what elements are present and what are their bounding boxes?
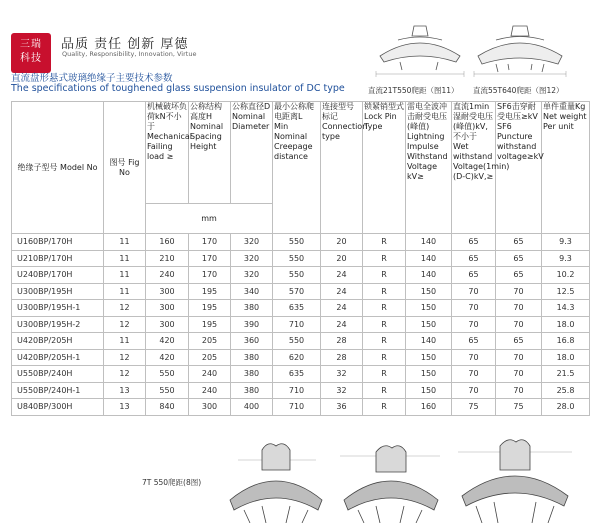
cell-wet: 70 bbox=[452, 349, 496, 366]
header-model: 绝缘子型号 Model No bbox=[12, 102, 104, 234]
table-row bbox=[12, 349, 590, 366]
cell-sf6: 70 bbox=[496, 283, 542, 300]
cell-model: U420BP/205H-1 bbox=[12, 349, 104, 366]
cell-creepage: 635 bbox=[273, 366, 321, 383]
cell-diameter: 380 bbox=[231, 349, 273, 366]
cell-creepage: 550 bbox=[273, 250, 321, 267]
cell-fig: 12 bbox=[104, 300, 146, 317]
cell-diameter: 340 bbox=[231, 283, 273, 300]
cell-sf6: 70 bbox=[496, 366, 542, 383]
cell-model: U240BP/170H bbox=[12, 267, 104, 284]
cell-load: 300 bbox=[146, 300, 189, 317]
cell-conn: 24 bbox=[321, 316, 363, 333]
cell-lockpin: R bbox=[363, 349, 406, 366]
table-row bbox=[12, 234, 590, 251]
cell-weight: 25.8 bbox=[542, 382, 590, 399]
cell-lightning: 140 bbox=[406, 250, 452, 267]
cell-model: U420BP/205H bbox=[12, 333, 104, 350]
cell-model: U550BP/240H-1 bbox=[12, 382, 104, 399]
insulator-drawing-bottom-right bbox=[458, 440, 572, 523]
cell-conn: 28 bbox=[321, 349, 363, 366]
header-diameter: 公称直径D Nominal Diameter bbox=[231, 102, 273, 204]
cell-conn: 24 bbox=[321, 283, 363, 300]
cell-conn: 24 bbox=[321, 300, 363, 317]
cell-lightning: 150 bbox=[406, 300, 452, 317]
cell-fig: 11 bbox=[104, 267, 146, 284]
cell-wet: 70 bbox=[452, 283, 496, 300]
cell-conn: 32 bbox=[321, 366, 363, 383]
header-wet: 直流1min湿耐受电压(峰值)kV,不小于 Wet withstand Voltage(1min)(D-C)kV,≥ bbox=[452, 102, 496, 234]
cell-sf6: 65 bbox=[496, 234, 542, 251]
header-fig: 图号 Fig No bbox=[104, 102, 146, 234]
insulator-drawing-fig12 bbox=[474, 26, 566, 77]
header-height: 公称结构高度H Nominal Spacing Height bbox=[189, 102, 231, 204]
slogan-english: Quality, Responsibility, Innovation, Virtue bbox=[62, 50, 197, 58]
cell-sf6: 65 bbox=[496, 250, 542, 267]
cell-lockpin: R bbox=[363, 366, 406, 383]
cell-fig: 11 bbox=[104, 250, 146, 267]
cell-lockpin: R bbox=[363, 333, 406, 350]
cell-lightning: 150 bbox=[406, 283, 452, 300]
cell-model: U840BP/300H bbox=[12, 399, 104, 416]
cell-sf6: 65 bbox=[496, 267, 542, 284]
cell-conn: 20 bbox=[321, 234, 363, 251]
cell-lightning: 140 bbox=[406, 234, 452, 251]
cell-lockpin: R bbox=[363, 283, 406, 300]
fig12-caption: 直流55T640爬距（图12） bbox=[473, 86, 564, 95]
cell-fig: 11 bbox=[104, 333, 146, 350]
cell-diameter: 380 bbox=[231, 366, 273, 383]
cell-wet: 65 bbox=[452, 250, 496, 267]
cell-lockpin: R bbox=[363, 382, 406, 399]
cell-height: 195 bbox=[189, 283, 231, 300]
cell-lightning: 140 bbox=[406, 333, 452, 350]
page-title-chinese: 直流盘形悬式玻璃绝缘子主要技术参数 bbox=[11, 73, 173, 84]
cell-sf6: 70 bbox=[496, 300, 542, 317]
table-row bbox=[12, 399, 590, 416]
cell-diameter: 380 bbox=[231, 382, 273, 399]
cell-weight: 21.5 bbox=[542, 366, 590, 383]
table-row bbox=[12, 267, 590, 284]
cell-creepage: 550 bbox=[273, 234, 321, 251]
cell-height: 240 bbox=[189, 366, 231, 383]
cell-wet: 65 bbox=[452, 333, 496, 350]
cell-wet: 75 bbox=[452, 399, 496, 416]
cell-fig: 12 bbox=[104, 316, 146, 333]
cell-height: 195 bbox=[189, 316, 231, 333]
table-body bbox=[12, 234, 590, 416]
cell-height: 205 bbox=[189, 349, 231, 366]
header-lightning: 雷电全波冲击耐受电压(峰值) Lightning Impulse Withstand Voltage kV≥ bbox=[406, 102, 452, 234]
fig8-caption: 7T 550爬距(8图) bbox=[142, 478, 202, 487]
slogan-chinese: 品质 责任 创新 厚德 bbox=[61, 37, 189, 52]
insulator-drawing-fig11 bbox=[376, 26, 464, 77]
cell-conn: 24 bbox=[321, 267, 363, 284]
cell-creepage: 710 bbox=[273, 399, 321, 416]
cell-height: 205 bbox=[189, 333, 231, 350]
cell-height: 300 bbox=[189, 399, 231, 416]
cell-fig: 12 bbox=[104, 349, 146, 366]
cell-weight: 18.0 bbox=[542, 349, 590, 366]
cell-height: 170 bbox=[189, 250, 231, 267]
header-connection: 连接型号标记 Connection type bbox=[321, 102, 363, 234]
cell-wet: 70 bbox=[452, 316, 496, 333]
cell-creepage: 570 bbox=[273, 283, 321, 300]
cell-model: U160BP/170H bbox=[12, 234, 104, 251]
cell-fig: 12 bbox=[104, 366, 146, 383]
table-row bbox=[12, 382, 590, 399]
header-weight: 单件重量Kg Net weight Per unit bbox=[542, 102, 590, 234]
cell-load: 300 bbox=[146, 316, 189, 333]
cell-wet: 70 bbox=[452, 382, 496, 399]
table-header-row bbox=[12, 102, 590, 204]
cell-model: U210BP/170H bbox=[12, 250, 104, 267]
cell-height: 195 bbox=[189, 300, 231, 317]
cell-diameter: 390 bbox=[231, 316, 273, 333]
cell-lightning: 140 bbox=[406, 267, 452, 284]
cell-model: U300BP/195H-2 bbox=[12, 316, 104, 333]
cell-creepage: 710 bbox=[273, 382, 321, 399]
cell-lockpin: R bbox=[363, 316, 406, 333]
cell-diameter: 320 bbox=[231, 250, 273, 267]
cell-diameter: 320 bbox=[231, 234, 273, 251]
cell-fig: 13 bbox=[104, 382, 146, 399]
cell-load: 550 bbox=[146, 366, 189, 383]
table-row bbox=[12, 283, 590, 300]
cell-fig: 13 bbox=[104, 399, 146, 416]
cell-height: 170 bbox=[189, 234, 231, 251]
cell-diameter: 400 bbox=[231, 399, 273, 416]
cell-height: 240 bbox=[189, 382, 231, 399]
cell-creepage: 620 bbox=[273, 349, 321, 366]
cell-model: U300BP/195H-1 bbox=[12, 300, 104, 317]
cell-weight: 9.3 bbox=[542, 234, 590, 251]
cell-weight: 9.3 bbox=[542, 250, 590, 267]
cell-lockpin: R bbox=[363, 234, 406, 251]
page-title-english: The specifications of toughened glass suspension insulator of DC type bbox=[11, 83, 345, 94]
cell-load: 240 bbox=[146, 267, 189, 284]
cell-lightning: 150 bbox=[406, 349, 452, 366]
cell-lockpin: R bbox=[363, 300, 406, 317]
cell-fig: 11 bbox=[104, 234, 146, 251]
cell-weight: 12.5 bbox=[542, 283, 590, 300]
cell-lockpin: R bbox=[363, 267, 406, 284]
cell-model: U300BP/195H bbox=[12, 283, 104, 300]
insulator-drawing-bottom-left bbox=[230, 444, 322, 523]
cell-diameter: 360 bbox=[231, 333, 273, 350]
table-row bbox=[12, 250, 590, 267]
cell-load: 210 bbox=[146, 250, 189, 267]
cell-weight: 10.2 bbox=[542, 267, 590, 284]
cell-creepage: 550 bbox=[273, 267, 321, 284]
cell-lockpin: R bbox=[363, 250, 406, 267]
table-row bbox=[12, 316, 590, 333]
cell-load: 160 bbox=[146, 234, 189, 251]
cell-wet: 65 bbox=[452, 267, 496, 284]
insulator-drawing-bottom-middle bbox=[340, 446, 440, 523]
cell-conn: 32 bbox=[321, 382, 363, 399]
cell-lightning: 150 bbox=[406, 366, 452, 383]
cell-wet: 65 bbox=[452, 234, 496, 251]
cell-wet: 70 bbox=[452, 366, 496, 383]
header-creepage: 最小公称爬电距离L Min Nominal Creepage distance bbox=[273, 102, 321, 234]
cell-conn: 20 bbox=[321, 250, 363, 267]
header-sf6: SF6击穿耐受电压≥kV SF6 Puncture withstand voltage≥kV bbox=[496, 102, 542, 234]
cell-lightning: 150 bbox=[406, 316, 452, 333]
fig11-caption: 直流21T550爬距（图11） bbox=[368, 86, 459, 95]
cell-wet: 70 bbox=[452, 300, 496, 317]
cell-load: 420 bbox=[146, 349, 189, 366]
table-row bbox=[12, 300, 590, 317]
cell-load: 300 bbox=[146, 283, 189, 300]
cell-diameter: 380 bbox=[231, 300, 273, 317]
cell-sf6: 75 bbox=[496, 399, 542, 416]
cell-load: 550 bbox=[146, 382, 189, 399]
cell-conn: 28 bbox=[321, 333, 363, 350]
cell-weight: 28.0 bbox=[542, 399, 590, 416]
cell-conn: 36 bbox=[321, 399, 363, 416]
header-lockpin: 锁紧销型式 Lock Pin Type bbox=[363, 102, 406, 234]
logo-text: 三瑞 科技 bbox=[20, 39, 42, 64]
cell-lightning: 160 bbox=[406, 399, 452, 416]
header-load: 机械破坏负荷kN不小于 Mechanical Failing load ≥ bbox=[146, 102, 189, 204]
table-row bbox=[12, 366, 590, 383]
cell-height: 170 bbox=[189, 267, 231, 284]
table-row bbox=[12, 333, 590, 350]
cell-lockpin: R bbox=[363, 399, 406, 416]
cell-weight: 18.0 bbox=[542, 316, 590, 333]
header-unit-mm: mm bbox=[146, 204, 273, 234]
cell-fig: 11 bbox=[104, 283, 146, 300]
cell-weight: 16.8 bbox=[542, 333, 590, 350]
cell-weight: 14.3 bbox=[542, 300, 590, 317]
cell-creepage: 710 bbox=[273, 316, 321, 333]
cell-load: 840 bbox=[146, 399, 189, 416]
cell-load: 420 bbox=[146, 333, 189, 350]
cell-lightning: 150 bbox=[406, 382, 452, 399]
cell-sf6: 70 bbox=[496, 382, 542, 399]
cell-creepage: 635 bbox=[273, 300, 321, 317]
spec-table bbox=[11, 101, 590, 416]
cell-sf6: 70 bbox=[496, 349, 542, 366]
cell-diameter: 320 bbox=[231, 267, 273, 284]
cell-sf6: 65 bbox=[496, 333, 542, 350]
cell-creepage: 550 bbox=[273, 333, 321, 350]
cell-sf6: 70 bbox=[496, 316, 542, 333]
cell-model: U550BP/240H bbox=[12, 366, 104, 383]
